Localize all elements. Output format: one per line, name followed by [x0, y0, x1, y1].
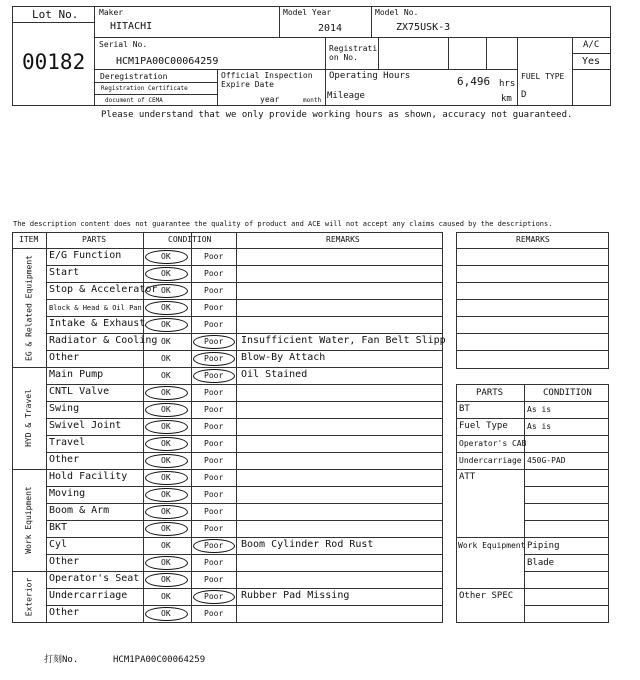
model-year-value: 2014 — [318, 23, 343, 34]
divider — [191, 232, 192, 622]
condition-poor[interactable]: Poor — [204, 473, 224, 482]
ok-selected-oval — [145, 301, 188, 315]
ok-selected-oval — [145, 522, 188, 536]
divider — [46, 350, 442, 351]
divider — [12, 248, 442, 249]
condition-ok[interactable]: OK — [161, 575, 171, 584]
ok-selected-oval — [145, 250, 188, 264]
column-header-parts: PARTS — [82, 235, 107, 244]
condition-poor[interactable]: Poor — [204, 439, 224, 448]
condition-poor[interactable]: Poor — [204, 609, 224, 618]
condition-poor[interactable]: Poor — [204, 575, 224, 584]
part-name: Other — [49, 607, 80, 618]
engraved-number-value: HCM1PA00C00064259 — [113, 655, 206, 665]
condition-ok[interactable]: OK — [161, 337, 171, 346]
part-name: Intake & Exhaust — [49, 318, 146, 329]
condition-poor[interactable]: Poor — [204, 337, 224, 346]
divider — [46, 554, 442, 555]
deregistration-label: Deregistration — [100, 72, 168, 81]
divider — [12, 367, 442, 368]
group-label: Work Equipment — [24, 486, 33, 554]
condition-poor[interactable]: Poor — [204, 252, 224, 261]
km-label: km — [501, 94, 512, 104]
ok-selected-oval — [145, 403, 188, 417]
condition-poor[interactable]: Poor — [204, 456, 224, 465]
part-name: Start — [49, 267, 80, 278]
poor-selected-oval — [193, 335, 235, 349]
part-name: Hold Facility — [49, 471, 128, 482]
divider — [217, 69, 218, 106]
divider — [572, 69, 611, 70]
condition-poor[interactable]: Poor — [204, 558, 224, 567]
condition-ok[interactable]: OK — [161, 252, 171, 261]
hours-notice: Please understand that we only provide working hours as shown, accuracy not guaranteed. — [101, 110, 573, 120]
ok-selected-oval — [145, 386, 188, 400]
divider — [94, 82, 217, 83]
divider — [46, 503, 442, 504]
divider — [236, 232, 237, 622]
divider — [456, 537, 608, 538]
condition-ok[interactable]: OK — [161, 524, 171, 533]
divider — [524, 554, 608, 555]
remark-text: Blow-By Attach — [241, 352, 326, 363]
divider — [456, 316, 608, 317]
ok-selected-oval — [145, 488, 188, 502]
part-name: Main Pump — [49, 369, 104, 380]
divider — [456, 265, 608, 266]
ok-selected-oval — [145, 284, 188, 298]
condition-poor[interactable]: Poor — [204, 269, 224, 278]
part-name: Travel — [49, 437, 86, 448]
poor-selected-oval — [193, 369, 235, 383]
fuel-type-label: FUEL TYPE — [521, 72, 565, 81]
divider — [325, 37, 326, 106]
spec-condition: As is — [527, 405, 552, 414]
ok-selected-oval — [145, 505, 188, 519]
cema-label: document of CEMA — [105, 97, 163, 104]
ok-selected-oval — [145, 267, 188, 281]
model-year-label: Model Year — [283, 8, 332, 17]
spec-part: Undercarriage — [459, 456, 522, 465]
divider — [456, 588, 608, 589]
condition-poor[interactable]: Poor — [204, 320, 224, 329]
mileage-label: Mileage — [327, 91, 365, 101]
divider — [94, 37, 611, 38]
spec-part: Operator's CAB — [459, 439, 527, 448]
work-equipment-value: Piping — [527, 541, 560, 551]
divider — [46, 537, 442, 538]
divider — [456, 401, 608, 402]
part-name: Boom & Arm — [49, 505, 110, 516]
att-label: ATT — [459, 472, 476, 482]
work-equipment-label: Work Equipment — [458, 541, 526, 550]
divider — [46, 520, 442, 521]
condition-ok[interactable]: OK — [161, 558, 171, 567]
maker-value: HITACHI — [110, 21, 153, 32]
condition-poor[interactable]: Poor — [204, 422, 224, 431]
ok-selected-oval — [145, 454, 188, 468]
engraved-number-label: 打刻No. — [44, 655, 79, 665]
divider — [448, 37, 449, 69]
divider — [524, 520, 608, 521]
divider — [456, 333, 608, 334]
remark-text: Boom Cylinder Rod Rust — [241, 539, 374, 550]
parts-header: PARTS — [476, 388, 504, 398]
inspection-label: Official Inspection Expire Date — [221, 71, 313, 89]
divider — [456, 452, 608, 453]
spec-condition: As is — [527, 422, 552, 431]
divider — [524, 486, 608, 487]
divider — [46, 401, 442, 402]
divider — [517, 37, 518, 106]
condition-poor[interactable]: Poor — [204, 592, 224, 601]
condition-poor[interactable]: Poor — [204, 405, 224, 414]
model-no-value: ZX75USK-3 — [396, 22, 451, 33]
ok-selected-oval — [145, 573, 188, 587]
condition-ok[interactable]: OK — [161, 592, 171, 601]
hrs-label: hrs — [499, 79, 516, 89]
condition-ok[interactable]: OK — [161, 422, 171, 431]
part-name: Block & Head & Oil Pan — [49, 304, 142, 312]
part-name: Stop & Accelerator — [49, 284, 158, 295]
part-name: Other — [49, 454, 80, 465]
condition-ok[interactable]: OK — [161, 286, 171, 295]
operating-hours-label: Operating Hours — [329, 71, 411, 81]
condition-poor[interactable]: Poor — [204, 507, 224, 516]
serial-value: HCM1PA00C00064259 — [116, 56, 219, 67]
divider — [456, 248, 608, 249]
group-label: HYD & Travel — [24, 389, 33, 447]
ok-selected-oval — [145, 437, 188, 451]
ac-value: Yes — [582, 56, 601, 67]
condition-poor[interactable]: Poor — [204, 354, 224, 363]
divider — [456, 418, 608, 419]
registration-label: Registrati on No. — [329, 44, 378, 62]
condition-poor[interactable]: Poor — [204, 286, 224, 295]
divider — [456, 282, 608, 283]
divider — [94, 6, 95, 106]
poor-selected-oval — [193, 590, 235, 604]
part-name: E/G Function — [49, 250, 122, 261]
condition-ok[interactable]: OK — [161, 354, 171, 363]
divider — [456, 435, 608, 436]
divider — [279, 6, 280, 37]
poor-selected-oval — [193, 539, 235, 553]
spec-condition: 450G-PAD — [527, 456, 566, 465]
divider — [46, 435, 442, 436]
condition-ok[interactable]: OK — [161, 320, 171, 329]
ok-selected-oval — [145, 471, 188, 485]
condition-ok[interactable]: OK — [161, 456, 171, 465]
month-label: month — [303, 97, 322, 104]
remarks-frame — [456, 232, 609, 369]
registration-certificate-label: Registration Certificate — [101, 85, 188, 92]
divider — [46, 452, 442, 453]
condition-poor[interactable]: Poor — [204, 388, 224, 397]
column-header-condition: CONDITION — [168, 235, 212, 244]
divider — [94, 69, 517, 70]
divider — [46, 316, 442, 317]
ok-selected-oval — [145, 607, 188, 621]
condition-ok[interactable]: OK — [161, 405, 171, 414]
divider — [12, 469, 442, 470]
condition-ok[interactable]: OK — [161, 388, 171, 397]
work-equipment-value: Blade — [527, 558, 555, 568]
maker-label: Maker — [99, 8, 124, 17]
condition-poor[interactable]: Poor — [204, 371, 224, 380]
divider — [12, 22, 94, 23]
condition-ok[interactable]: OK — [161, 609, 171, 618]
divider — [46, 299, 442, 300]
condition-ok[interactable]: OK — [161, 490, 171, 499]
lot-number: 00182 — [22, 50, 86, 74]
divider — [46, 418, 442, 419]
divider — [524, 605, 608, 606]
right-remarks-header: REMARKS — [516, 235, 550, 244]
remark-text: Insufficient Water, Fan Belt Slipp — [241, 335, 446, 346]
divider — [456, 350, 608, 351]
condition-ok[interactable]: OK — [161, 541, 171, 550]
divider — [378, 37, 379, 69]
divider — [46, 333, 442, 334]
fuel-type-value: D — [521, 90, 527, 100]
column-header-remarks: REMARKS — [326, 235, 360, 244]
condition-ok[interactable]: OK — [161, 507, 171, 516]
divider — [46, 282, 442, 283]
serial-label: Serial No. — [99, 40, 148, 49]
divider — [456, 299, 608, 300]
lot-label: Lot No. — [32, 8, 79, 21]
condition-poor[interactable]: Poor — [204, 541, 224, 550]
part-name: Swing — [49, 403, 80, 414]
part-name: Moving — [49, 488, 86, 499]
part-name: Swivel Joint — [49, 420, 122, 431]
divider — [94, 94, 217, 95]
ok-selected-oval — [145, 318, 188, 332]
divider — [371, 6, 372, 37]
condition-poor[interactable]: Poor — [204, 303, 224, 312]
condition-header: CONDITION — [543, 388, 592, 398]
model-no-label: Model No. — [375, 8, 419, 17]
condition-poor[interactable]: Poor — [204, 490, 224, 499]
poor-selected-oval — [193, 352, 235, 366]
condition-ok[interactable]: OK — [161, 303, 171, 312]
condition-ok[interactable]: OK — [161, 439, 171, 448]
divider — [46, 384, 442, 385]
divider — [46, 605, 442, 606]
condition-poor[interactable]: Poor — [204, 524, 224, 533]
spec-part: BT — [459, 404, 470, 414]
remark-text: Rubber Pad Missing — [241, 590, 350, 601]
divider — [524, 571, 608, 572]
part-name: Radiator & Cooling — [49, 335, 158, 346]
condition-ok[interactable]: OK — [161, 371, 171, 380]
other-spec-label: Other SPEC — [459, 591, 514, 601]
divider — [572, 37, 573, 106]
part-name: Other — [49, 556, 80, 567]
description-notice: The description content does not guarantee the quality of product and ACE will not accept any claims caused by the descriptions. — [13, 220, 553, 228]
remark-text: Oil Stained — [241, 369, 308, 380]
divider — [572, 53, 611, 54]
divider — [46, 232, 47, 622]
divider — [46, 588, 442, 589]
divider — [456, 469, 608, 470]
operating-hours-value: 6,496 — [457, 75, 491, 88]
divider — [46, 265, 442, 266]
part-name: CNTL Valve — [49, 386, 110, 397]
divider — [486, 37, 487, 69]
column-header-item: ITEM — [19, 235, 39, 244]
part-name: Undercarriage — [49, 590, 128, 601]
ok-selected-oval — [145, 420, 188, 434]
group-label: EG & Related Equipment — [24, 254, 33, 361]
divider — [46, 486, 442, 487]
divider — [12, 571, 442, 572]
year-label: year — [260, 95, 280, 104]
spec-part: Fuel Type — [459, 421, 508, 431]
condition-ok[interactable]: OK — [161, 473, 171, 482]
part-name: Cyl — [49, 539, 68, 550]
part-name: Operator's Seat — [49, 573, 140, 584]
ok-selected-oval — [145, 556, 188, 570]
condition-ok[interactable]: OK — [161, 269, 171, 278]
group-label: Exterior — [24, 577, 33, 616]
ac-label: A/C — [583, 40, 600, 50]
part-name: Other — [49, 352, 80, 363]
divider — [524, 503, 608, 504]
part-name: BKT — [49, 522, 68, 533]
